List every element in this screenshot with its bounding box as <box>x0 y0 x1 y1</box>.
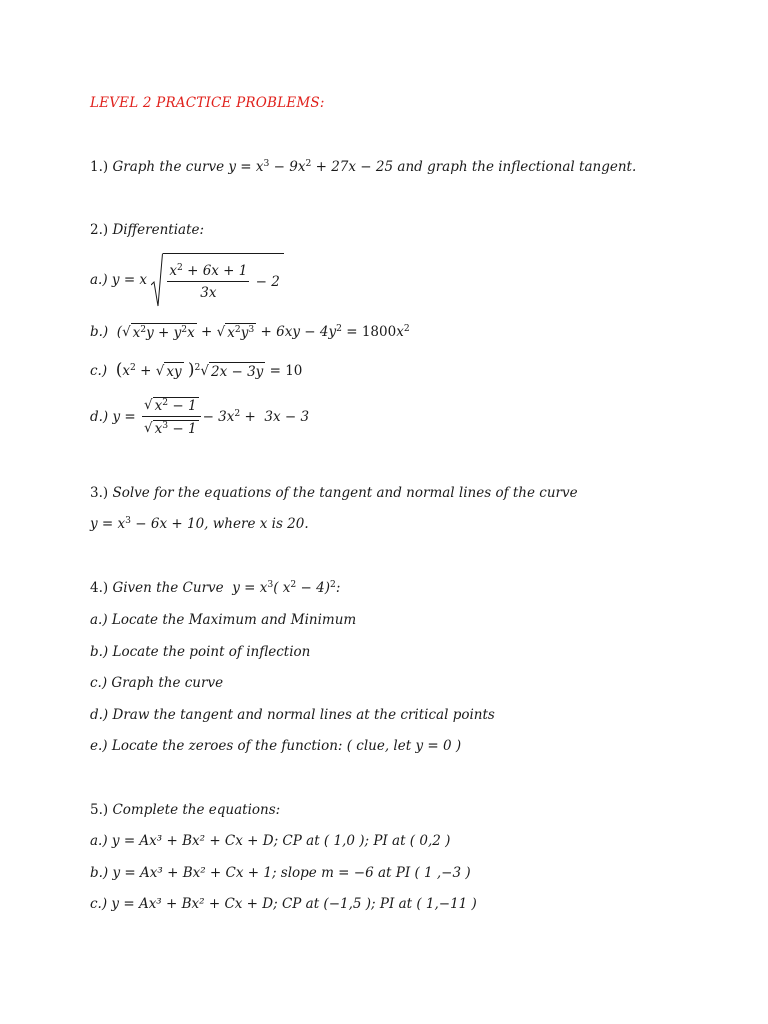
radical-sign-icon <box>151 253 163 307</box>
problem-5b-text: y = Ax³ + Bx² + Cx + 1; slope m = −6 at PI ( 1 ,−3 ) <box>112 865 471 881</box>
problem-4-label: 4.) <box>90 580 109 596</box>
problem-4c <box>90 674 223 692</box>
problem-4c-label: c.) <box>90 675 108 691</box>
problem-5-text: Complete the equations: <box>112 802 281 818</box>
problem-1-equation: $y = x^3 - 9x^2 + 27x - 25$ <box>228 157 394 175</box>
problem-2a: a.) y = x $\frac{x^2 + 6x + 1}{3x}$ − 2 <box>90 253 284 307</box>
problem-3-label: 3.) <box>90 485 109 501</box>
problem-4a-text: Locate the Maximum and Minimum <box>111 612 357 628</box>
problem-2-label: 2.) <box>90 222 109 238</box>
problem-4b-label: b.) <box>90 644 109 660</box>
page-title: LEVEL 2 PRACTICE PROBLEMS: <box>90 95 325 111</box>
problem-2c-rhs: 10 <box>285 363 303 379</box>
problem-2d-label: d.) <box>90 409 109 425</box>
problem-2b: b.) ( √ $x^2y + y^2x$ + √ $x^2y^3$ + $6xy - 4y^2 = 1800x^2$ <box>90 322 410 341</box>
problem-1 <box>90 158 636 176</box>
problem-3-equation: $y = x^3 - 6x + 10$, <box>90 514 209 532</box>
problem-2a-label: a.) <box>90 272 108 288</box>
problem-5a-text: y = Ax³ + Bx² + Cx + D; CP at ( 1,0 ); PI at ( 0,2 ) <box>111 833 451 849</box>
problem-4d <box>90 706 495 724</box>
problem-5-label: 5.) <box>90 802 109 818</box>
problem-5a-label: a.) <box>90 833 108 849</box>
problem-4e-text: Locate the zeroes of the function: ( clue, let y = 0 ) <box>111 738 462 754</box>
problem-4b <box>90 643 310 661</box>
problem-4a <box>90 611 356 629</box>
problem-3-line-2 <box>90 515 309 533</box>
problem-4e-label: e.) <box>90 738 108 754</box>
problem-5b-label: b.) <box>90 865 109 881</box>
problem-2-heading <box>90 221 204 239</box>
problem-2d: d.) y = √ $x^2 - 1$ √ $x^3 - 1$ − $3x^2 + 3x - 3$ <box>90 396 310 437</box>
problem-5-heading <box>90 801 280 819</box>
problem-2c: c.) ($x^2$ + √ xy )$^2$ √ 2x − 3y = 10 <box>90 360 303 380</box>
problem-2a-radical: $\frac{x^2 + 6x + 1}{3x}$ − 2 <box>151 253 284 307</box>
problem-1-text-b: and graph the inflectional tangent. <box>397 159 637 175</box>
problem-4c-text: Graph the curve <box>111 675 224 691</box>
problem-5a <box>90 832 450 850</box>
problem-4-heading <box>90 579 340 597</box>
problem-2c-label: c.) <box>90 363 108 379</box>
problem-4d-label: d.) <box>90 707 109 723</box>
problem-4-text: Given the Curve <box>112 580 224 596</box>
problem-2-text: Differentiate: <box>112 222 205 238</box>
problem-4d-text: Draw the tangent and normal lines at the critical points <box>112 707 495 723</box>
problem-5b <box>90 864 471 882</box>
problem-2b-label: b.) <box>90 324 109 340</box>
problem-3 <box>90 484 578 502</box>
problem-3-text-2: where x is 20. <box>212 516 309 532</box>
problem-4e <box>90 737 461 755</box>
problem-4-equation: $y = x^3$( $x^2 - 4)^2$: <box>227 578 341 596</box>
problem-5c-label: c.) <box>90 896 108 912</box>
problem-1-label: 1.) <box>90 159 109 175</box>
problem-2b-rhs-coefficient: 1800 <box>361 324 397 340</box>
problem-4a-label: a.) <box>90 612 108 628</box>
problem-4b-text: Locate the point of inflection <box>112 644 311 660</box>
problem-5c-text: y = Ax³ + Bx² + Cx + D; CP at (−1,5 ); PI at ( 1,−11 ) <box>111 896 477 912</box>
problem-1-text-a: Graph the curve <box>112 159 225 175</box>
problem-3-text: Solve for the equations of the tangent and normal lines of the curve <box>112 485 578 501</box>
problem-5c <box>90 895 477 913</box>
